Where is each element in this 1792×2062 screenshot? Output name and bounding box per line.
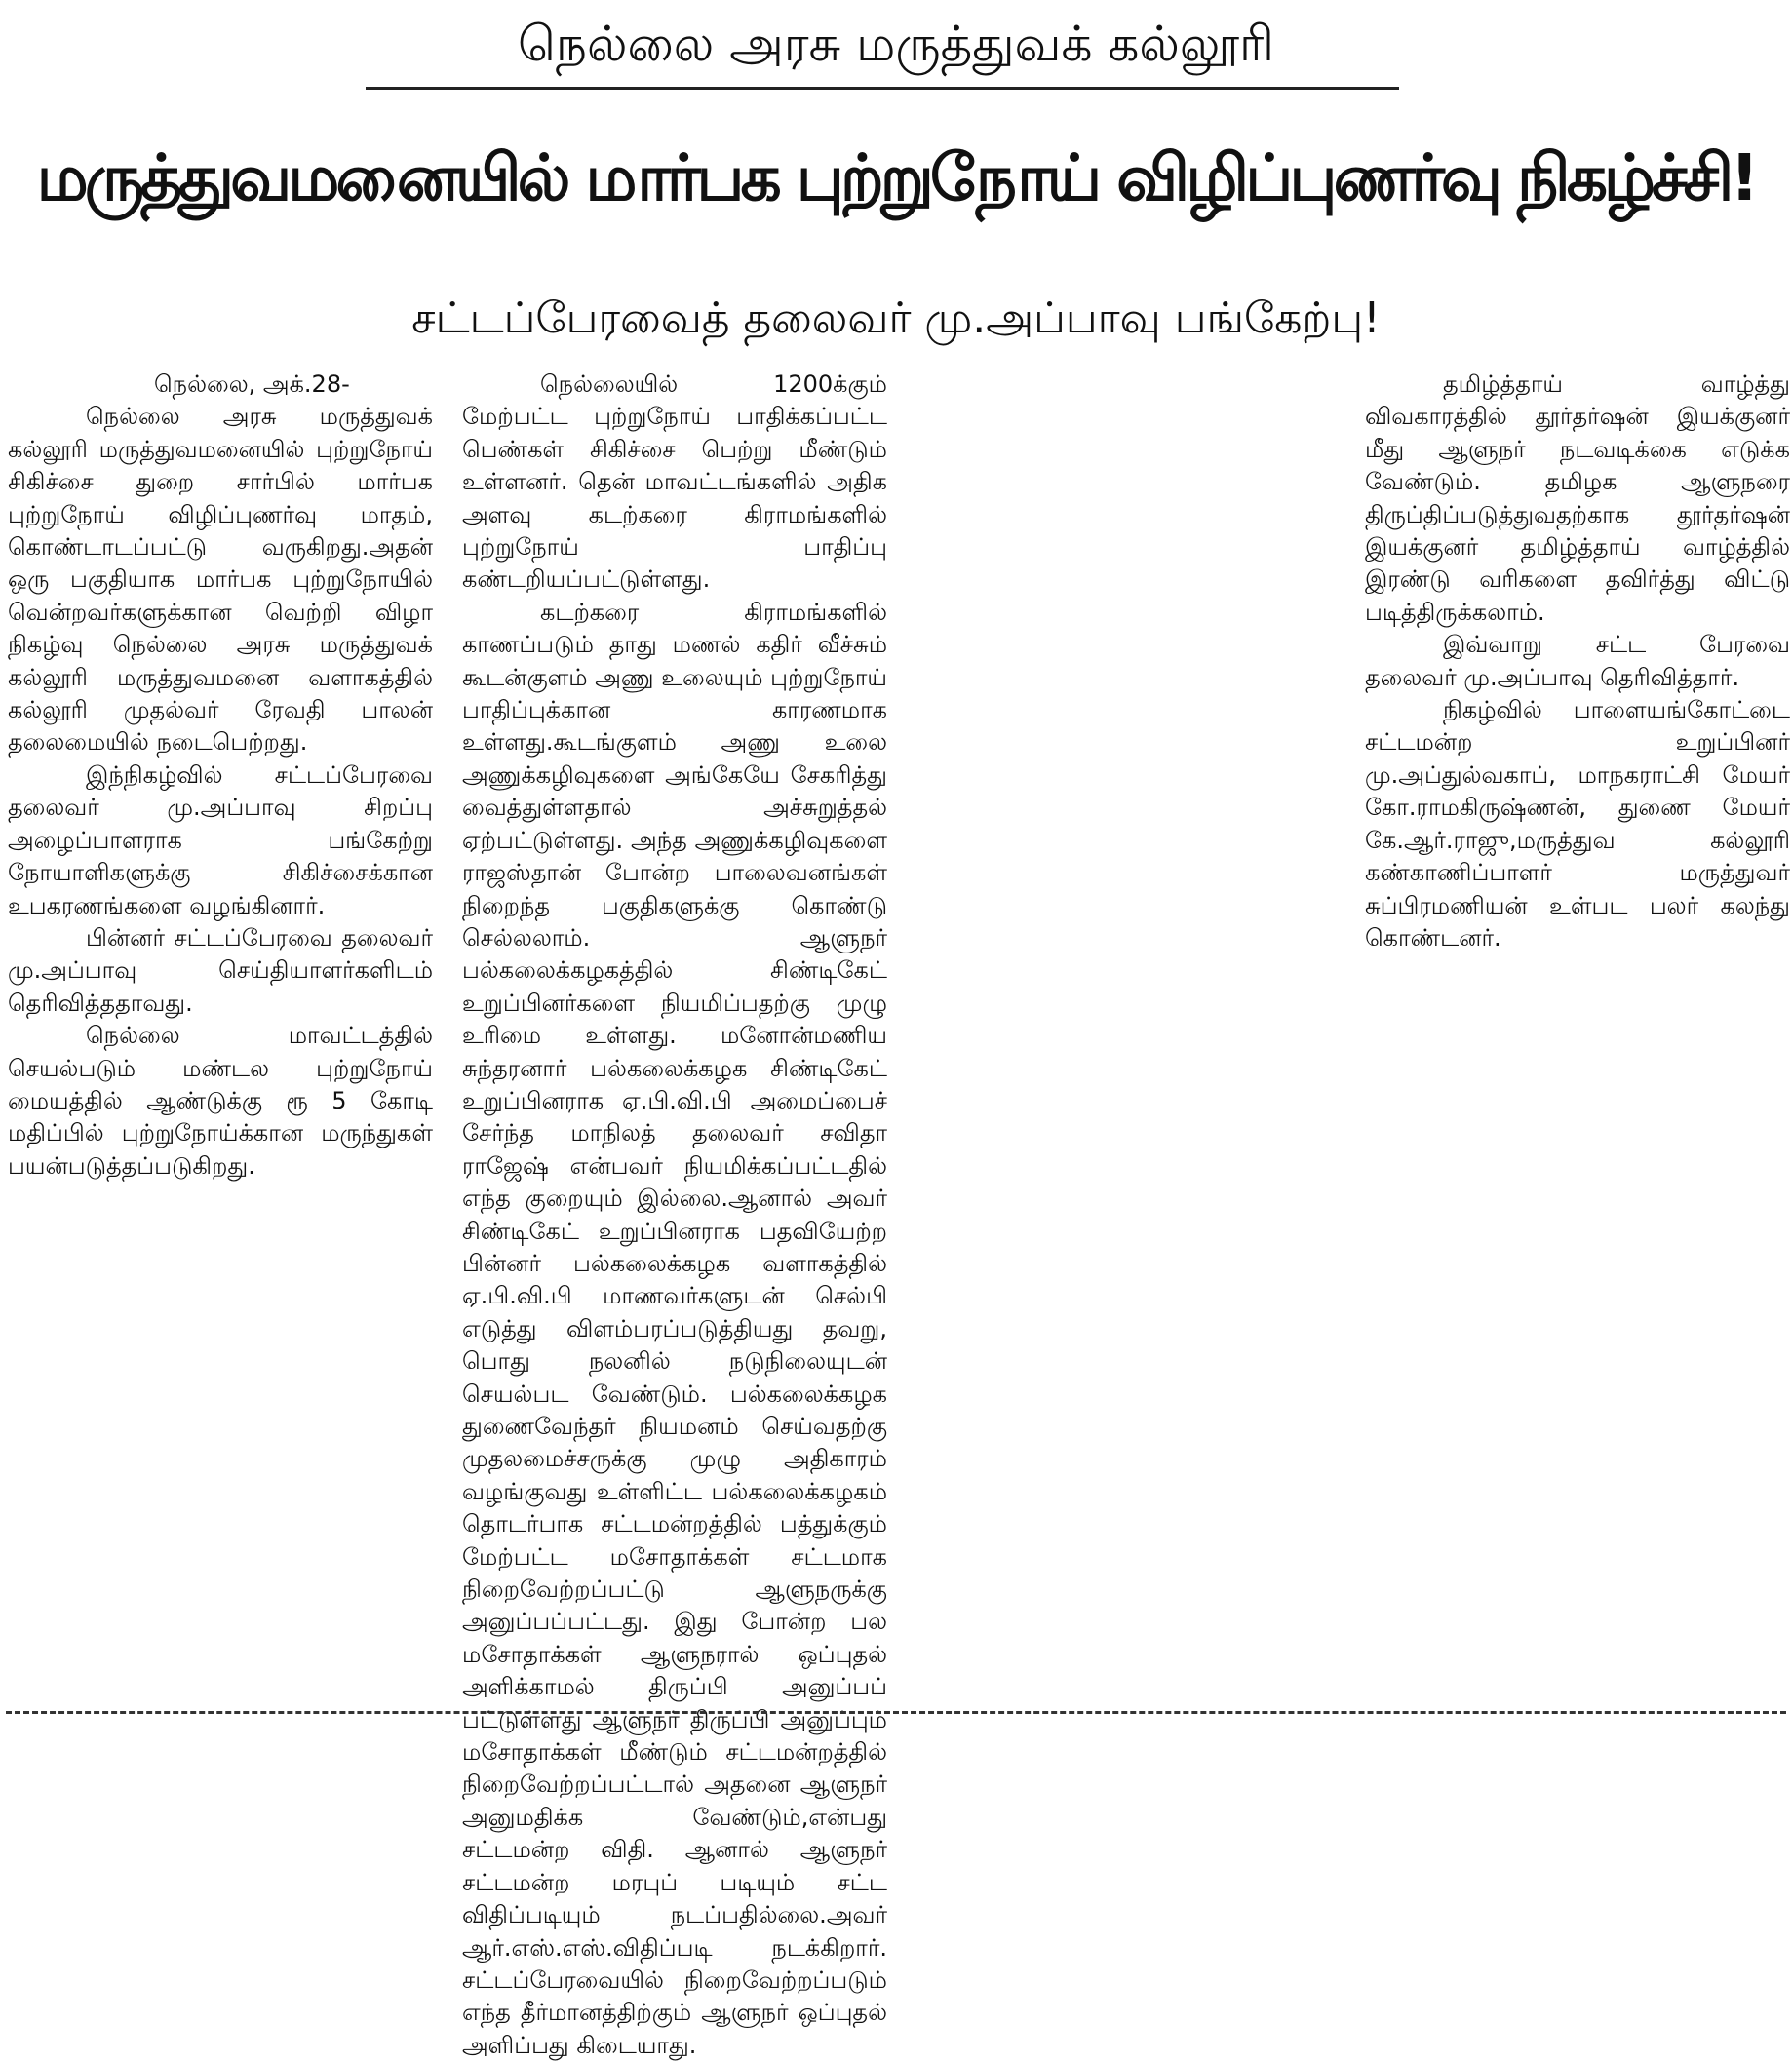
article-paragraph: பின்னர் சட்டப்பேரவை தலைவர் மு.அப்பாவு செய்தியாளர்களிடம் தெரிவித்ததாவது. xyxy=(8,923,433,1017)
article-body xyxy=(0,369,1792,2059)
subheadline: சட்டப்பேரவைத் தலைவர் மு.அப்பாவு பங்கேற்பு! xyxy=(411,293,1381,343)
headline: மருத்துவமனையில் மார்பக புற்றுநோய் விழிப்புணர்வு நிகழ்ச்சி! xyxy=(36,140,1756,215)
article-paragraph: நெல்லையில் 1200க்கும் மேற்பட்ட புற்றுநோய் பாதிக்கப்பட்ட பெண்கள் சிகிச்சை பெற்று மீண்டும் உள்ளனர். தென் மாவட்டங்களில் அதிக அளவு கடற்கரை கிராமங்களில் புற்றுநோய் பாதிப்பு கண்டறியப்பட்டுள்ளது. xyxy=(462,370,887,594)
article-column-3 xyxy=(916,369,1342,1665)
article-paragraph: நெல்லை மாவட்டத்தில் செயல்படும் மண்டல புற்றுநோய் மையத்தில் ஆண்டுக்கு ரூ 5 கோடி மதிப்பில் புற்றுநோய்க்கான மருந்துகள் பயன்படுத்தப்படுகிறது. xyxy=(8,1022,433,1180)
article-paragraph: நெல்லை அரசு மருத்துவக் கல்லூரி மருத்துவமனையில் புற்றுநோய் சிகிச்சை துறை சார்பில் மார்பக புற்றுநோய் விழிப்புணர்வு மாதம், கொண்டாடப்பட்டு வருகிறது.அதன் ஒரு பகுதியாக மார்பக புற்றுநோயில் வென்றவர்களுக்கான வெற்றி விழா நிகழ்வு நெல்லை அரசு மருத்துவக் கல்லூரி மருத்துவமனை வளாகத்தில் கல்லூரி முதல்வர் ரேவதி பாலன் தலைமையில் நடைபெற்றது. xyxy=(8,403,433,757)
article-paragraph: கடற்கரை கிராமங்களில் காணப்படும் தாது மணல் கதிர் வீச்சும் கூடன்குளம் அணு உலையும் புற்றுநோய் பாதிப்புக்கான காரணமாக உள்ளது.கூடங்குளம் அணு உலை அணுக்கழிவுகளை அங்கேயே சேகரித்து வைத்துள்ளதால் அச்சுறுத்தல் ஏற்பட்டுள்ளது. அந்த அணுக்கழிவுகளை ராஜஸ்தான் போன்ற பாலைவனங்கள் நிறைந்த பகுதிகளுக்கு கொண்டு செல்லலாம். ஆளுநர் பல்கலைக்கழகத்தில் சிண்டிகேட் உறுப்பினர்களை நியமிப்பதற்கு முழு உரிமை உள்ளது. மனோன்மணிய சுந்தரனார் பல்கலைக்கழக சிண்டிகேட் உறுப்பினராக ஏ.பி.வி.பி அமைப்பைச் சேர்ந்த மாநிலத் தலைவர் சவிதா ராஜேஷ் என்பவர் நியமிக்கப்பட்டதில் எந்த குறையும் இல்லை.ஆனால் அவர் சிண்டிகேட் உறுப்பினராக பதவியேற்ற பின்னர் பல்கலைக்கழக வளாகத்தில் ஏ.பி.வி.பி மாணவர்களுடன் செல்பி எடுத்து விளம்பரப்படுத்தியது தவறு, பொது நலனில் நடுநிலையுடன் செயல்பட வேண்டும். பல்கலைக்கழக துணைவேந்தர் நியமனம் செய்வதற்கு முதலமைச்சருக்கு முழு அதிகாரம் வழங்குவது உள்ளிட்ட பல்கலைக்கழகம் தொடர்பாக சட்டமன்றத்தில் பத்துக்கும் மேற்பட்ட மசோதாக்கள் சட்டமாக நிறைவேற்றப்பட்டு ஆளுநருக்கு அனுப்பப்பட்டது. இது போன்ற பல மசோதாக்கள் ஆளுநரால் ஒப்புதல் அளிக்காமல் திருப்பி அனுப்பப் பட்டுள்ளது ஆளுநர் திருப்பி அனுப்பும் மசோதாக்கள் மீண்டும் சட்டமன்றத்தில் நிறைவேற்றப்பட்டால் அதனை ஆளுநர் அனுமதிக்க வேண்டும்,என்பது சட்டமன்ற விதி. ஆனால் ஆளுநர் சட்டமன்ற மரபுப் படியும் சட்ட விதிப்படியும் நடப்பதில்லை.அவர் ஆர்.எஸ்.எஸ்.விதிப்படி நடக்கிறார். சட்டப்பேரவையில் நிறைவேற்றப்படும் எந்த தீர்மானத்திற்கும் ஆளுநர் ஒப்புதல் அளிப்பது கிடையாது. xyxy=(462,598,887,2059)
bottom-dashed-rule xyxy=(6,1711,1786,1714)
article-paragraph: இவ்வாறு சட்ட பேரவை தலைவர் மு.அப்பாவு தெரிவித்தார். xyxy=(1365,631,1790,691)
article-paragraph: நிகழ்வில் பாளையங்கோட்டை சட்டமன்ற உறுப்பினர் மு.அப்துல்வகாப், மாநகராட்சி மேயர் கோ.ராமகிருஷ்ணன், துணை மேயர் கே.ஆர்.ராஜு,மருத்துவ கல்லூரி கண்காணிப்பாளர் மருத்துவர் சுப்பிரமணியன் உள்பட பலர் கலந்து கொண்டனர். xyxy=(1365,696,1790,952)
article-column-4 xyxy=(1365,369,1790,1665)
article-column-1 xyxy=(8,369,433,1665)
article-paragraph: தமிழ்த்தாய் வாழ்த்து விவகாரத்தில் தூர்தர்ஷன் இயக்குனர் மீது ஆளுநர் நடவடிக்கை எடுக்க வேண்டும். தமிழக ஆளுநரை திருப்திப்படுத்துவதற்காக தூர்தர்ஷன் இயக்குனர் தமிழ்த்தாய் வாழ்த்தில் இரண்டு வரிகளை தவிர்த்து விட்டு படித்திருக்கலாம். xyxy=(1365,370,1790,626)
article-column-2 xyxy=(462,369,887,2059)
article-paragraph: இந்நிகழ்வில் சட்டப்பேரவை தலைவர் மு.அப்பாவு சிறப்பு அழைப்பாளராக பங்கேற்று நோயாளிகளுக்கு சிகிச்சைக்கான உபகரணங்களை வழங்கினார். xyxy=(8,760,433,919)
kicker-title: நெல்லை அரசு மருத்துவக் கல்லூரி xyxy=(517,16,1274,72)
kicker-underline xyxy=(366,87,1399,90)
dateline: நெல்லை, அக்.28- xyxy=(154,370,350,398)
